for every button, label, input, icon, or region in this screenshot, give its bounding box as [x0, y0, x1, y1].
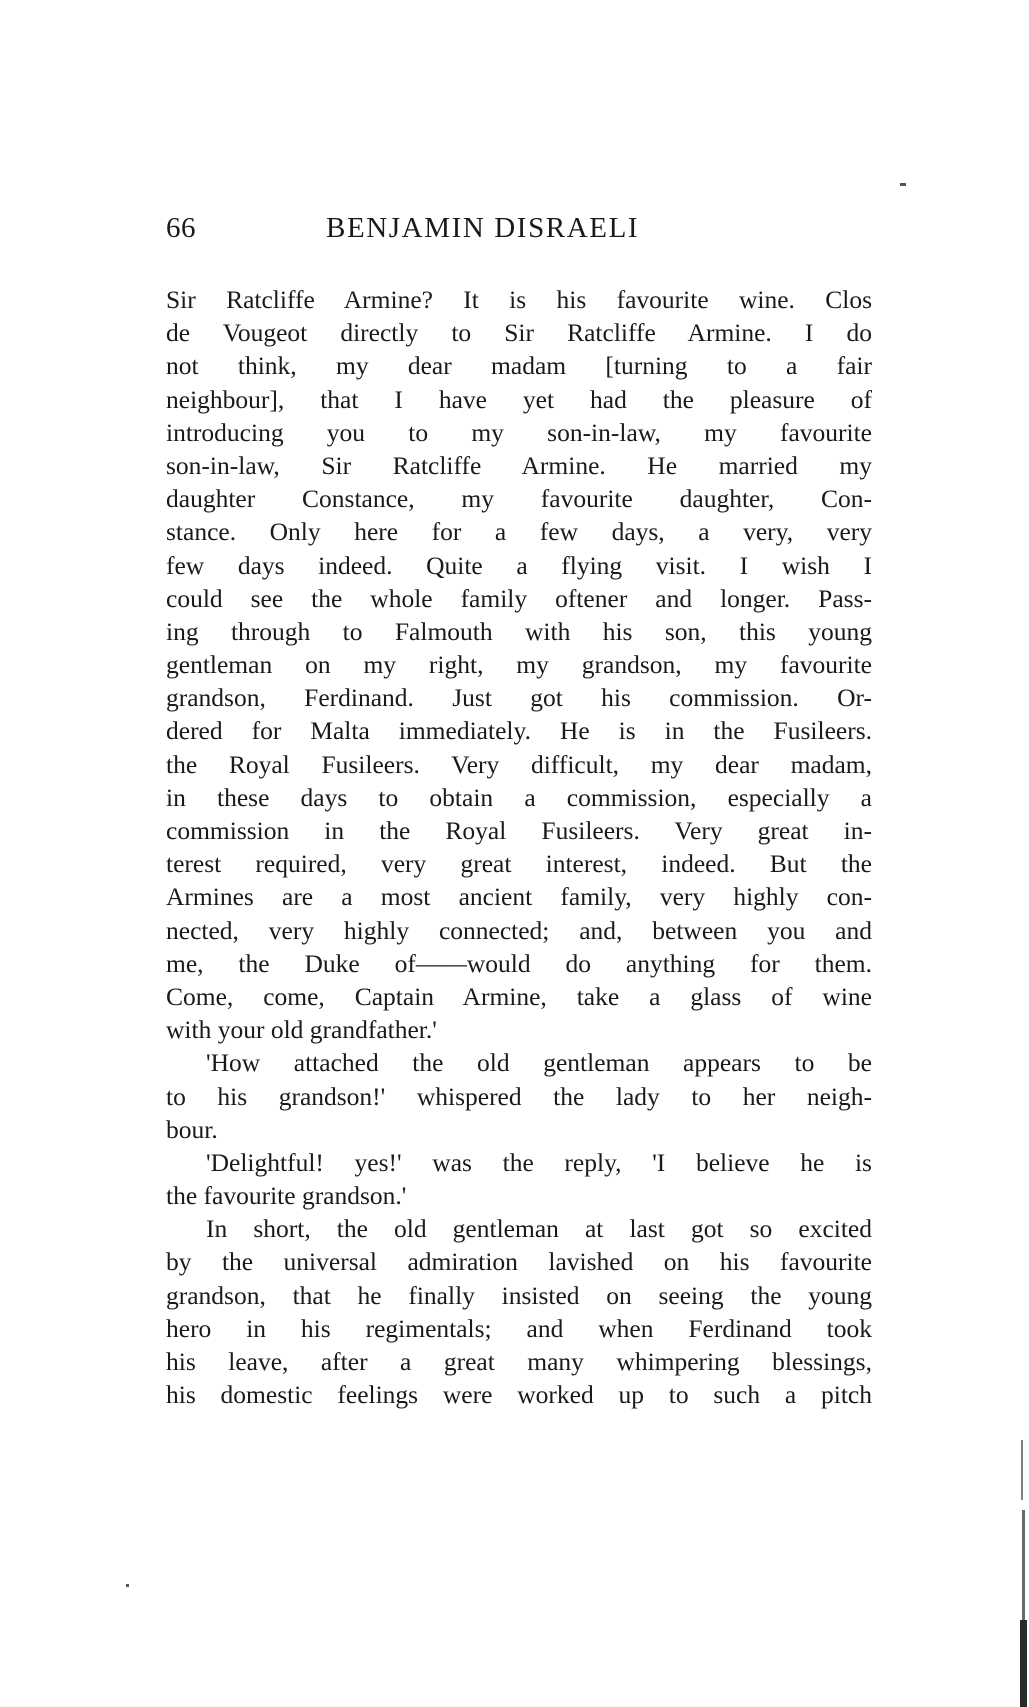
text-line: with your old grandfather.'	[166, 1015, 437, 1045]
text-line: neighbour], that I have yet had the pleasure of	[166, 384, 872, 414]
text-line: gentleman on my right, my grandson, my favourite	[166, 650, 872, 680]
text-line: son-in-law, Sir Ratcliffe Armine. He married my	[166, 450, 872, 480]
scan-speck	[900, 183, 906, 186]
page-header	[166, 212, 874, 252]
text-line: grandson, that he finally insisted on seeing the young	[166, 1280, 872, 1310]
text-line: dered for Malta immediately. He is in the Fusileers.	[166, 716, 872, 746]
text-line: stance. Only here for a few days, a very, very	[166, 517, 872, 547]
text-line: by the universal admiration lavished on his favourite	[166, 1247, 872, 1277]
text-line: bour.	[166, 1114, 218, 1144]
text-line: hero in his regimentals; and when Ferdinand took	[166, 1313, 872, 1343]
text-line: nected, very highly connected; and, between you and	[166, 915, 872, 945]
text-line: commission in the Royal Fusileers. Very great in-	[166, 816, 872, 845]
text-line: not think, my dear madam [turning to a fair	[166, 351, 872, 381]
scan-speck	[126, 1584, 129, 1587]
body-text	[166, 283, 872, 1411]
text-line: could see the whole family oftener and longer. Pass-	[166, 583, 872, 613]
text-line: his domestic feelings were worked up to such a pitch	[166, 1380, 872, 1410]
text-line: his leave, after a great many whimpering blessings,	[166, 1347, 872, 1376]
text-line: terest required, very great interest, indeed. But the	[166, 849, 872, 879]
text-line: Sir Ratcliffe Armine? It is his favourite wine. Clos	[166, 285, 872, 314]
text-line: few days indeed. Quite a flying visit. I wish I	[166, 550, 872, 580]
text-line: the Royal Fusileers. Very difficult, my dear madam,	[166, 749, 872, 779]
text-line: In short, the old gentleman at last got so excited	[206, 1214, 872, 1244]
text-line: in these days to obtain a commission, especially a	[166, 782, 872, 812]
text-line: de Vougeot directly to Sir Ratcliffe Armine. I do	[166, 318, 872, 348]
running-head: BENJAMIN DISRAELI	[326, 212, 640, 244]
text-line: introducing you to my son-in-law, my favourite	[166, 417, 872, 447]
text-line: 'How attached the old gentleman appears to be	[206, 1048, 872, 1078]
text-line: Come, come, Captain Armine, take a glass of wine	[166, 981, 872, 1011]
scan-edge-mark	[1021, 1440, 1023, 1500]
text-line: 'Delightful! yes!' was the reply, 'I believe he is	[206, 1147, 872, 1177]
page-number: 66	[166, 212, 196, 244]
text-line: Armines are a most ancient family, very highly con-	[166, 882, 872, 912]
text-line: to his grandson!' whispered the lady to her neigh-	[166, 1081, 872, 1111]
text-line: me, the Duke of——would do anything for them.	[166, 948, 872, 978]
text-line: grandson, Ferdinand. Just got his commission. Or-	[166, 683, 872, 713]
scan-edge-mark	[1020, 1620, 1027, 1707]
text-line: daughter Constance, my favourite daughter, Con-	[166, 484, 872, 514]
scan-edge-mark	[1022, 1510, 1025, 1620]
text-line: ing through to Falmouth with his son, this young	[166, 616, 872, 646]
text-line: the favourite grandson.'	[166, 1181, 407, 1211]
